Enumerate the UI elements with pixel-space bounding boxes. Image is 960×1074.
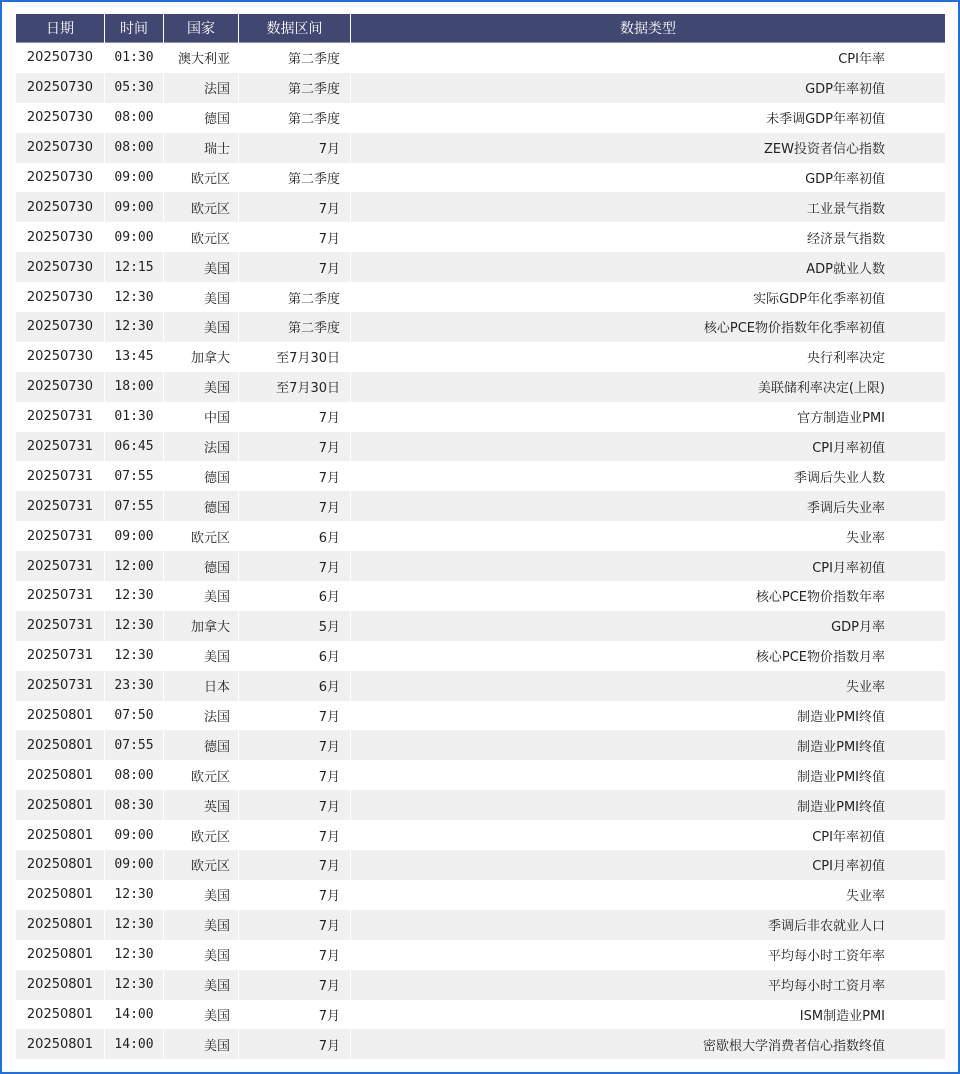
cell-data-type: ADP就业人数 — [351, 252, 945, 282]
cell-data-type: CPI年率初值 — [351, 820, 945, 850]
table-row — [16, 103, 945, 133]
cell-data-type: 央行利率决定 — [351, 342, 945, 372]
cell-date: 20250730 — [16, 372, 104, 402]
cell-period: 7月 — [239, 491, 350, 521]
cell-data-type: 工业景气指数 — [351, 192, 945, 222]
cell-data-type: 核心PCE物价指数年率 — [351, 581, 945, 611]
cell-data-type: 制造业PMI终值 — [351, 730, 945, 760]
cell-period: 7月 — [239, 940, 350, 970]
cell-date: 20250730 — [16, 192, 104, 222]
cell-country: 美国 — [164, 940, 238, 970]
header-country: 国家 — [164, 14, 238, 43]
table-row — [16, 970, 945, 1000]
cell-period: 第二季度 — [239, 103, 350, 133]
cell-date: 20250801 — [16, 730, 104, 760]
table-row — [16, 402, 945, 432]
cell-date: 20250730 — [16, 222, 104, 252]
cell-period: 7月 — [239, 192, 350, 222]
cell-period: 7月 — [239, 133, 350, 163]
cell-country: 美国 — [164, 252, 238, 282]
cell-data-type: GDP年率初值 — [351, 163, 945, 193]
cell-period: 第二季度 — [239, 282, 350, 312]
cell-time: 12:30 — [105, 611, 163, 641]
cell-time: 12:30 — [105, 641, 163, 671]
cell-period: 第二季度 — [239, 163, 350, 193]
cell-time: 08:00 — [105, 760, 163, 790]
cell-date: 20250801 — [16, 910, 104, 940]
cell-period: 7月 — [239, 790, 350, 820]
table-row — [16, 1029, 945, 1059]
header-data-type: 数据类型 — [351, 14, 945, 43]
table-row — [16, 491, 945, 521]
cell-date: 20250730 — [16, 282, 104, 312]
cell-data-type: 失业率 — [351, 671, 945, 701]
cell-country: 法国 — [164, 73, 238, 103]
cell-data-type: GDP月率 — [351, 611, 945, 641]
cell-period: 7月 — [239, 461, 350, 491]
cell-country: 澳大利亚 — [164, 43, 238, 73]
cell-country: 英国 — [164, 790, 238, 820]
cell-data-type: 制造业PMI终值 — [351, 701, 945, 731]
cell-date: 20250801 — [16, 820, 104, 850]
table-row — [16, 43, 945, 73]
cell-data-type: 季调后失业人数 — [351, 461, 945, 491]
cell-date: 20250730 — [16, 103, 104, 133]
table-row — [16, 940, 945, 970]
cell-data-type: CPI月率初值 — [351, 551, 945, 581]
header-period: 数据区间 — [239, 14, 350, 43]
cell-time: 08:00 — [105, 133, 163, 163]
cell-period: 5月 — [239, 611, 350, 641]
cell-period: 第二季度 — [239, 73, 350, 103]
cell-date: 20250731 — [16, 611, 104, 641]
cell-data-type: ZEW投资者信心指数 — [351, 133, 945, 163]
cell-country: 欧元区 — [164, 850, 238, 880]
cell-time: 01:30 — [105, 43, 163, 73]
cell-country: 美国 — [164, 970, 238, 1000]
cell-country: 欧元区 — [164, 163, 238, 193]
cell-date: 20250731 — [16, 521, 104, 551]
table-row — [16, 342, 945, 372]
table-row — [16, 611, 945, 641]
table-row — [16, 312, 945, 342]
table-row — [16, 192, 945, 222]
table-row — [16, 222, 945, 252]
cell-period: 6月 — [239, 671, 350, 701]
table-row — [16, 671, 945, 701]
economic-calendar-table — [15, 14, 946, 1059]
cell-data-type: 经济景气指数 — [351, 222, 945, 252]
table-row — [16, 730, 945, 760]
cell-time: 01:30 — [105, 402, 163, 432]
cell-data-type: 核心PCE物价指数年化季率初值 — [351, 312, 945, 342]
cell-country: 德国 — [164, 103, 238, 133]
table-row — [16, 73, 945, 103]
cell-country: 德国 — [164, 551, 238, 581]
table-row — [16, 880, 945, 910]
cell-country: 加拿大 — [164, 611, 238, 641]
cell-country: 欧元区 — [164, 521, 238, 551]
cell-data-type: CPI年率 — [351, 43, 945, 73]
cell-data-type: 官方制造业PMI — [351, 402, 945, 432]
cell-period: 7月 — [239, 880, 350, 910]
cell-data-type: GDP年率初值 — [351, 73, 945, 103]
cell-time: 13:45 — [105, 342, 163, 372]
cell-time: 09:00 — [105, 850, 163, 880]
table-row — [16, 641, 945, 671]
cell-time: 14:00 — [105, 1029, 163, 1059]
cell-date: 20250801 — [16, 880, 104, 910]
cell-country: 日本 — [164, 671, 238, 701]
cell-time: 08:00 — [105, 103, 163, 133]
cell-time: 09:00 — [105, 222, 163, 252]
cell-time: 12:15 — [105, 252, 163, 282]
table-row — [16, 432, 945, 462]
table-row — [16, 790, 945, 820]
cell-country: 美国 — [164, 910, 238, 940]
table-row — [16, 372, 945, 402]
cell-time: 09:00 — [105, 521, 163, 551]
cell-time: 14:00 — [105, 1000, 163, 1030]
cell-period: 7月 — [239, 910, 350, 940]
cell-date: 20250731 — [16, 432, 104, 462]
cell-period: 至7月30日 — [239, 342, 350, 372]
cell-period: 7月 — [239, 1029, 350, 1059]
cell-time: 09:00 — [105, 192, 163, 222]
cell-date: 20250731 — [16, 402, 104, 432]
cell-period: 至7月30日 — [239, 372, 350, 402]
cell-data-type: ISM制造业PMI — [351, 1000, 945, 1030]
cell-period: 7月 — [239, 820, 350, 850]
cell-country: 美国 — [164, 312, 238, 342]
cell-date: 20250801 — [16, 1029, 104, 1059]
cell-date: 20250801 — [16, 760, 104, 790]
cell-date: 20250801 — [16, 1000, 104, 1030]
cell-period: 7月 — [239, 730, 350, 760]
header-time: 时间 — [105, 14, 163, 43]
cell-period: 7月 — [239, 222, 350, 252]
cell-time: 12:30 — [105, 970, 163, 1000]
cell-data-type: 密歇根大学消费者信心指数终值 — [351, 1029, 945, 1059]
cell-period: 7月 — [239, 701, 350, 731]
cell-date: 20250730 — [16, 43, 104, 73]
cell-date: 20250730 — [16, 252, 104, 282]
cell-country: 法国 — [164, 701, 238, 731]
cell-data-type: 平均每小时工资月率 — [351, 970, 945, 1000]
cell-data-type: CPI月率初值 — [351, 432, 945, 462]
cell-date: 20250731 — [16, 491, 104, 521]
cell-period: 7月 — [239, 252, 350, 282]
cell-date: 20250730 — [16, 163, 104, 193]
table-row — [16, 133, 945, 163]
cell-country: 美国 — [164, 581, 238, 611]
table-row — [16, 581, 945, 611]
cell-data-type: 实际GDP年化季率初值 — [351, 282, 945, 312]
cell-time: 12:30 — [105, 880, 163, 910]
cell-data-type: 失业率 — [351, 521, 945, 551]
cell-country: 德国 — [164, 491, 238, 521]
table-row — [16, 910, 945, 940]
cell-time: 09:00 — [105, 820, 163, 850]
cell-country: 美国 — [164, 641, 238, 671]
cell-period: 7月 — [239, 850, 350, 880]
cell-time: 08:30 — [105, 790, 163, 820]
cell-country: 加拿大 — [164, 342, 238, 372]
cell-date: 20250801 — [16, 701, 104, 731]
cell-date: 20250731 — [16, 551, 104, 581]
cell-country: 欧元区 — [164, 760, 238, 790]
cell-country: 中国 — [164, 402, 238, 432]
cell-time: 12:30 — [105, 581, 163, 611]
cell-time: 07:50 — [105, 701, 163, 731]
cell-time: 12:30 — [105, 940, 163, 970]
cell-time: 06:45 — [105, 432, 163, 462]
table-row — [16, 521, 945, 551]
cell-time: 12:30 — [105, 312, 163, 342]
cell-time: 12:00 — [105, 551, 163, 581]
table-row — [16, 760, 945, 790]
cell-period: 7月 — [239, 970, 350, 1000]
cell-date: 20250730 — [16, 133, 104, 163]
cell-time: 09:00 — [105, 163, 163, 193]
cell-period: 7月 — [239, 760, 350, 790]
cell-time: 18:00 — [105, 372, 163, 402]
cell-data-type: 未季调GDP年率初值 — [351, 103, 945, 133]
cell-country: 美国 — [164, 1029, 238, 1059]
table-row — [16, 252, 945, 282]
cell-country: 美国 — [164, 282, 238, 312]
cell-country: 瑞士 — [164, 133, 238, 163]
cell-period: 6月 — [239, 581, 350, 611]
table-row — [16, 701, 945, 731]
cell-data-type: 季调后非农就业人口 — [351, 910, 945, 940]
cell-date: 20250731 — [16, 671, 104, 701]
cell-country: 德国 — [164, 461, 238, 491]
cell-period: 7月 — [239, 432, 350, 462]
cell-date: 20250731 — [16, 461, 104, 491]
cell-time: 07:55 — [105, 730, 163, 760]
cell-period: 6月 — [239, 641, 350, 671]
cell-data-type: 核心PCE物价指数月率 — [351, 641, 945, 671]
cell-date: 20250801 — [16, 940, 104, 970]
cell-country: 欧元区 — [164, 820, 238, 850]
cell-date: 20250730 — [16, 312, 104, 342]
cell-date: 20250731 — [16, 581, 104, 611]
cell-date: 20250731 — [16, 641, 104, 671]
cell-period: 7月 — [239, 402, 350, 432]
table-row — [16, 850, 945, 880]
cell-period: 第二季度 — [239, 43, 350, 73]
cell-time: 23:30 — [105, 671, 163, 701]
cell-period: 7月 — [239, 1000, 350, 1030]
table-row — [16, 1000, 945, 1030]
cell-country: 美国 — [164, 372, 238, 402]
cell-date: 20250801 — [16, 850, 104, 880]
cell-time: 07:55 — [105, 491, 163, 521]
table-body — [16, 43, 945, 1059]
cell-country: 欧元区 — [164, 192, 238, 222]
cell-country: 法国 — [164, 432, 238, 462]
header-row — [16, 14, 945, 43]
table-row — [16, 163, 945, 193]
cell-date: 20250730 — [16, 73, 104, 103]
table-row — [16, 282, 945, 312]
table-row — [16, 461, 945, 491]
cell-data-type: 平均每小时工资年率 — [351, 940, 945, 970]
cell-date: 20250801 — [16, 790, 104, 820]
cell-country: 德国 — [164, 730, 238, 760]
table-row — [16, 551, 945, 581]
cell-country: 欧元区 — [164, 222, 238, 252]
header-date: 日期 — [16, 14, 104, 43]
cell-period: 7月 — [239, 551, 350, 581]
cell-time: 05:30 — [105, 73, 163, 103]
cell-data-type: 制造业PMI终值 — [351, 760, 945, 790]
cell-data-type: 失业率 — [351, 880, 945, 910]
cell-data-type: 美联储利率决定(上限) — [351, 372, 945, 402]
cell-date: 20250730 — [16, 342, 104, 372]
cell-time: 12:30 — [105, 910, 163, 940]
cell-country: 美国 — [164, 880, 238, 910]
cell-period: 第二季度 — [239, 312, 350, 342]
cell-time: 07:55 — [105, 461, 163, 491]
cell-time: 12:30 — [105, 282, 163, 312]
cell-country: 美国 — [164, 1000, 238, 1030]
table-row — [16, 820, 945, 850]
cell-data-type: 季调后失业率 — [351, 491, 945, 521]
cell-period: 6月 — [239, 521, 350, 551]
cell-date: 20250801 — [16, 970, 104, 1000]
cell-data-type: 制造业PMI终值 — [351, 790, 945, 820]
cell-data-type: CPI月率初值 — [351, 850, 945, 880]
